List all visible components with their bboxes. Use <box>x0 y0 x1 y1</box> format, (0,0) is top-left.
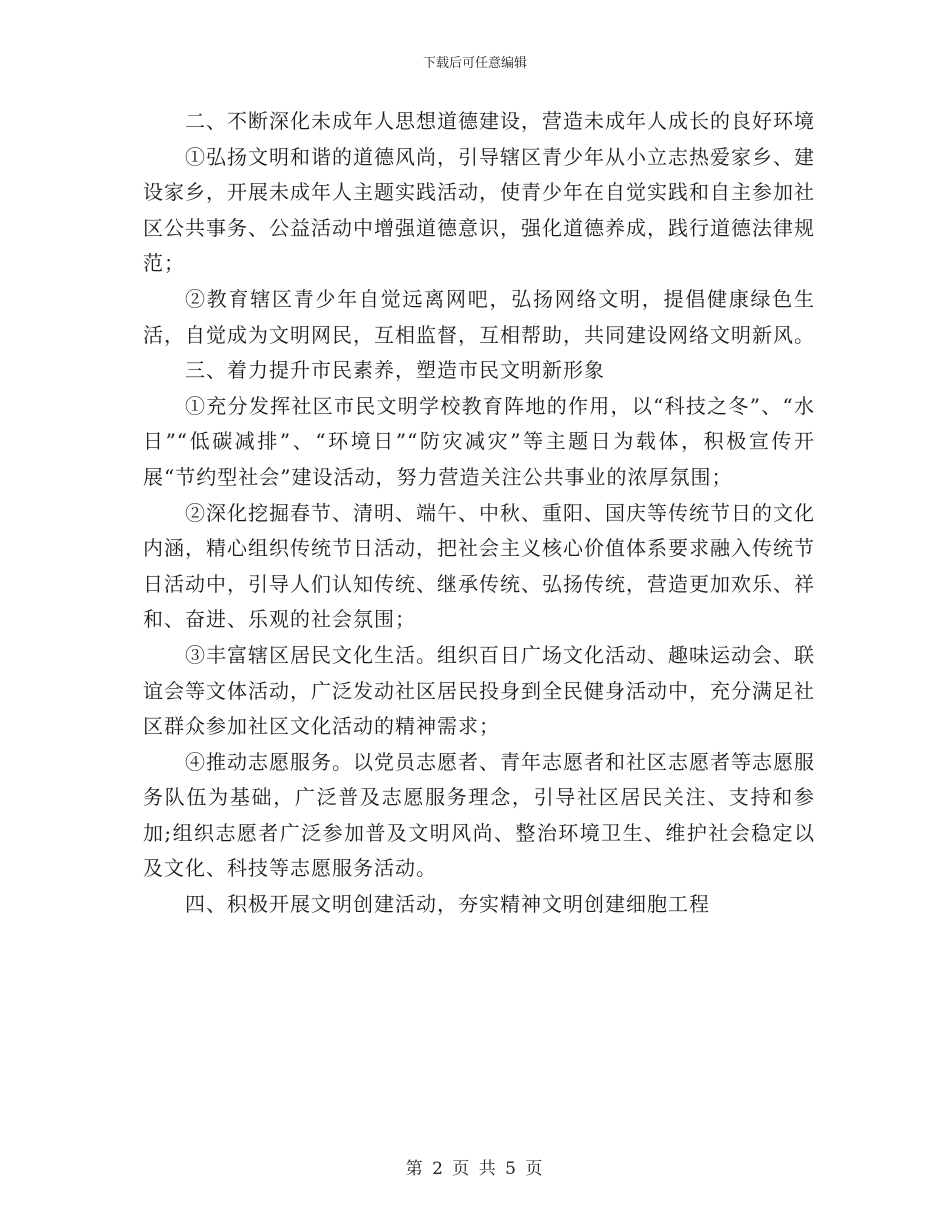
page-number: 第 2 页 共 5 页 <box>405 1159 545 1179</box>
section-heading-3: 三、着力提升市民素养，塑造市民文明新形象 <box>185 358 605 383</box>
body-paragraph: ④推动志愿服务。以党员志愿者、青年志愿者和社区志愿者等志愿服务队伍为基础，广泛普及志愿服务理念，引导社区居民关注、支持和参加;组织志愿者广泛参加普及文明风尚、整治环境卫生、维护社会稳定以及文化、科技等志愿服务活动。 <box>143 749 815 881</box>
body-paragraph: ①弘扬文明和谐的道德风尚，引导辖区青少年从小立志热爱家乡、建设家乡，开展未成年人主题实践活动，使青少年在自觉实践和自主参加社区公共事务、公益活动中增强道德意识，强化道德养成，践行道德法律规范； <box>143 144 815 276</box>
page-header: 下载后可任意编辑 <box>422 56 527 71</box>
body-paragraph: ②深化挖掘春节、清明、端午、中秋、重阳、国庆等传统节日的文化内涵，精心组织传统节日活动，把社会主义核心价值体系要求融入传统节日活动中，引导人们认知传统、继承传统、弘扬传统，营造更加欢乐、祥和、奋进、乐观的社会氛围； <box>143 500 815 632</box>
section-heading-4: 四、积极开展文明创建活动，夯实精神文明创建细胞工程 <box>185 892 710 917</box>
body-paragraph: ②教育辖区青少年自觉远离网吧，弘扬网络文明，提倡健康绿色生活，自觉成为文明网民，互相监督，互相帮助，共同建设网络文明新风。 <box>143 286 815 347</box>
document-body <box>143 104 815 923</box>
body-paragraph: ③丰富辖区居民文化生活。组织百日广场文化活动、趣味运动会、联谊会等文体活动，广泛发动社区居民投身到全民健身活动中，充分满足社区群众参加社区文化活动的精神需求； <box>143 642 815 739</box>
body-paragraph: ①充分发挥社区市民文明学校教育阵地的作用，以“科技之冬”、“水日”“低碳减排”、“环境日”“防灾减灾”等主题日为载体，积极宣传开展“节约型社会”建设活动，努力营造关注公共事业的浓厚氛围； <box>143 393 815 489</box>
section-heading-2: 二、不断深化未成年人思想道德建设，营造未成年人成长的良好环境 <box>185 109 815 133</box>
